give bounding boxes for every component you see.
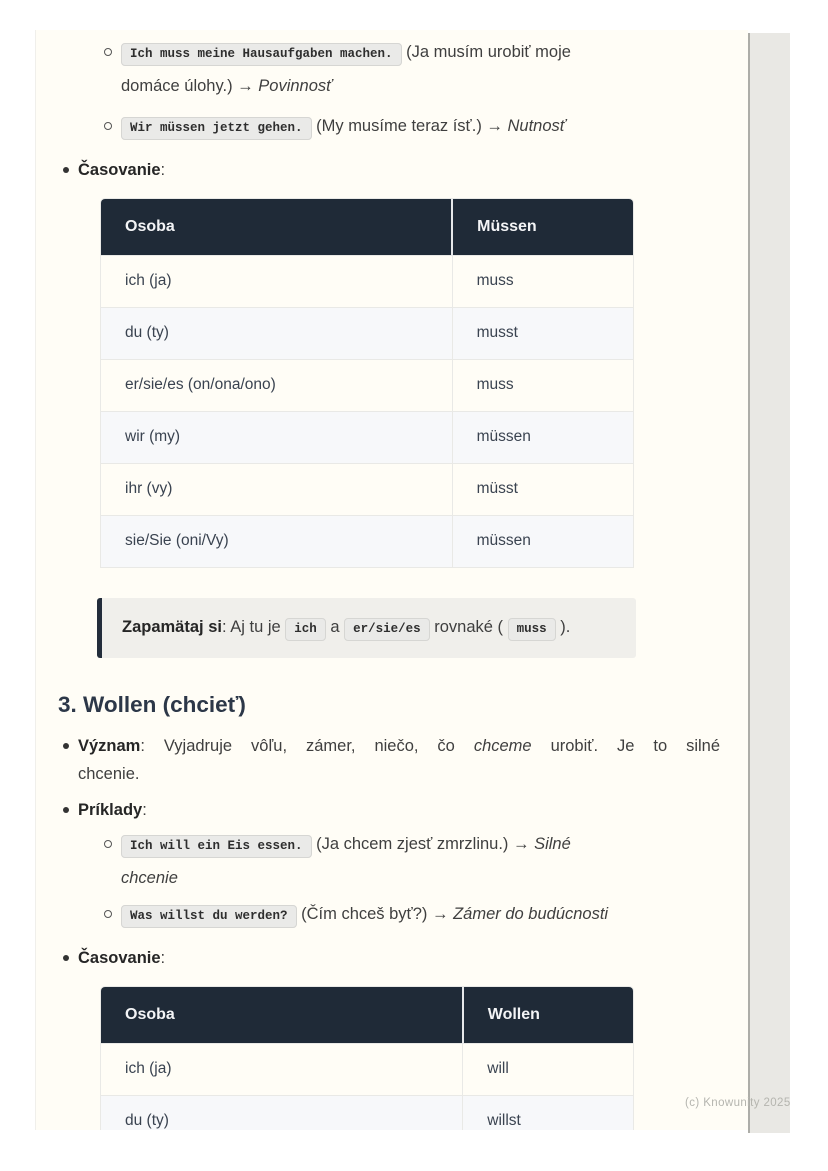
bullet-dot-icon — [63, 807, 69, 813]
examples-label — [78, 796, 748, 824]
example-item — [121, 110, 721, 144]
german-code-chip: Ich will ein Eis essen. — [121, 835, 312, 858]
usage-label: chcenie — [121, 869, 178, 887]
german-code-chip: muss — [508, 618, 556, 641]
circle-bullet-icon — [104, 910, 112, 918]
german-code-chip: Ich muss meine Hausaufgaben machen. — [121, 43, 402, 66]
circle-bullet-icon — [104, 840, 112, 848]
translation-text: (Ja chcem zjesť zmrzlinu.) → — [311, 835, 535, 853]
table-row — [101, 255, 633, 307]
bullet-dot-icon — [63, 743, 69, 749]
note-segment: rovnaké ( — [429, 618, 508, 636]
conjugation-table-mussen — [100, 198, 634, 568]
document-page — [35, 30, 748, 1130]
example-sentence — [121, 898, 721, 932]
form-cell: musst — [452, 307, 633, 359]
column-header-verb: Müssen — [452, 199, 633, 255]
note-segment: ). — [555, 618, 571, 636]
person-cell: du (ty) — [101, 307, 452, 359]
example-item — [121, 898, 721, 932]
person-cell: ich (ja) — [101, 255, 452, 307]
column-header-person: Osoba — [101, 987, 463, 1043]
conjugation-table-wollen — [100, 986, 634, 1130]
note-callout — [97, 598, 636, 658]
example-sentence — [121, 36, 721, 102]
german-code-chip: er/sie/es — [344, 618, 430, 641]
bold-label: Časovanie — [78, 949, 161, 967]
mussen-examples-list — [36, 36, 748, 144]
table-row — [101, 359, 633, 411]
table-row — [101, 515, 633, 567]
form-cell: müsst — [452, 463, 633, 515]
form-cell: muss — [452, 359, 633, 411]
meaning-line2: chcenie. — [78, 765, 140, 783]
example-item — [121, 36, 721, 102]
circle-bullet-icon — [104, 48, 112, 56]
form-cell: muss — [452, 255, 633, 307]
scrollbar[interactable] — [748, 33, 790, 1133]
person-cell: du (ty) — [101, 1095, 463, 1130]
usage-label: Nutnosť — [507, 117, 566, 135]
bullet-dot-icon — [63, 167, 69, 173]
german-code-chip: Was willst du werden? — [121, 905, 297, 928]
meaning-line1 — [78, 732, 720, 760]
person-cell: ich (ja) — [101, 1043, 463, 1095]
conjugation-label — [78, 944, 748, 972]
german-code-chip: ich — [285, 618, 326, 641]
form-cell: willst — [463, 1095, 633, 1130]
translation-text: (Čím chceš byť?) → — [296, 905, 454, 923]
conjugation-label — [78, 156, 748, 184]
person-cell: wir (my) — [101, 411, 452, 463]
meaning-italic: chceme — [473, 737, 532, 755]
table-row — [101, 463, 633, 515]
bullet-dot-icon — [63, 955, 69, 961]
label-suffix: : — [160, 949, 166, 967]
form-cell: müssen — [452, 411, 633, 463]
usage-label: Silné — [534, 835, 571, 853]
usage-label: Povinnosť — [258, 77, 332, 95]
section-heading: 3. Wollen (chcieť) — [58, 692, 246, 717]
table-row — [101, 411, 633, 463]
note-segment: a — [325, 618, 345, 636]
meaning-segment: : Vyjadruje vôľu, zámer, niečo, čo — [140, 737, 474, 755]
note-bold-label: Zapamätaj si — [122, 618, 222, 636]
table-header-row — [101, 199, 633, 255]
note-text — [122, 612, 616, 644]
person-cell: sie/Sie (oni/Vy) — [101, 515, 452, 567]
translation-text: (Ja musím urobiť moje — [401, 43, 571, 61]
bold-label: Časovanie — [78, 161, 161, 179]
usage-label: Zámer do budúcnosti — [453, 905, 609, 923]
example-sentence — [121, 110, 721, 144]
wollen-examples-list — [36, 828, 748, 932]
bold-label: Význam — [78, 737, 141, 755]
person-cell: er/sie/es (on/ona/ono) — [101, 359, 452, 411]
column-header-person: Osoba — [101, 199, 452, 255]
table-row — [101, 1043, 633, 1095]
watermark: (c) Knowunity 2025 — [685, 1097, 791, 1109]
german-code-chip: Wir müssen jetzt gehen. — [121, 117, 312, 140]
bold-label: Príklady — [78, 801, 143, 819]
label-suffix: : — [142, 801, 147, 819]
example-sentence — [121, 828, 721, 894]
table-header-row — [101, 987, 633, 1043]
translation-text: domáce úlohy.) → — [121, 77, 259, 95]
person-cell: ihr (vy) — [101, 463, 452, 515]
label-suffix: : — [160, 161, 166, 179]
meaning-paragraph — [78, 732, 748, 788]
column-header-verb: Wollen — [463, 987, 633, 1043]
table-row — [101, 1095, 633, 1130]
meaning-segment: urobiť. Je to silné — [531, 737, 721, 755]
translation-text: (My musíme teraz ísť.) → — [311, 117, 508, 135]
table-row — [101, 307, 633, 359]
circle-bullet-icon — [104, 122, 112, 130]
note-segment: : Aj tu je — [221, 618, 286, 636]
form-cell: müssen — [452, 515, 633, 567]
form-cell: will — [463, 1043, 633, 1095]
example-item — [121, 828, 721, 894]
